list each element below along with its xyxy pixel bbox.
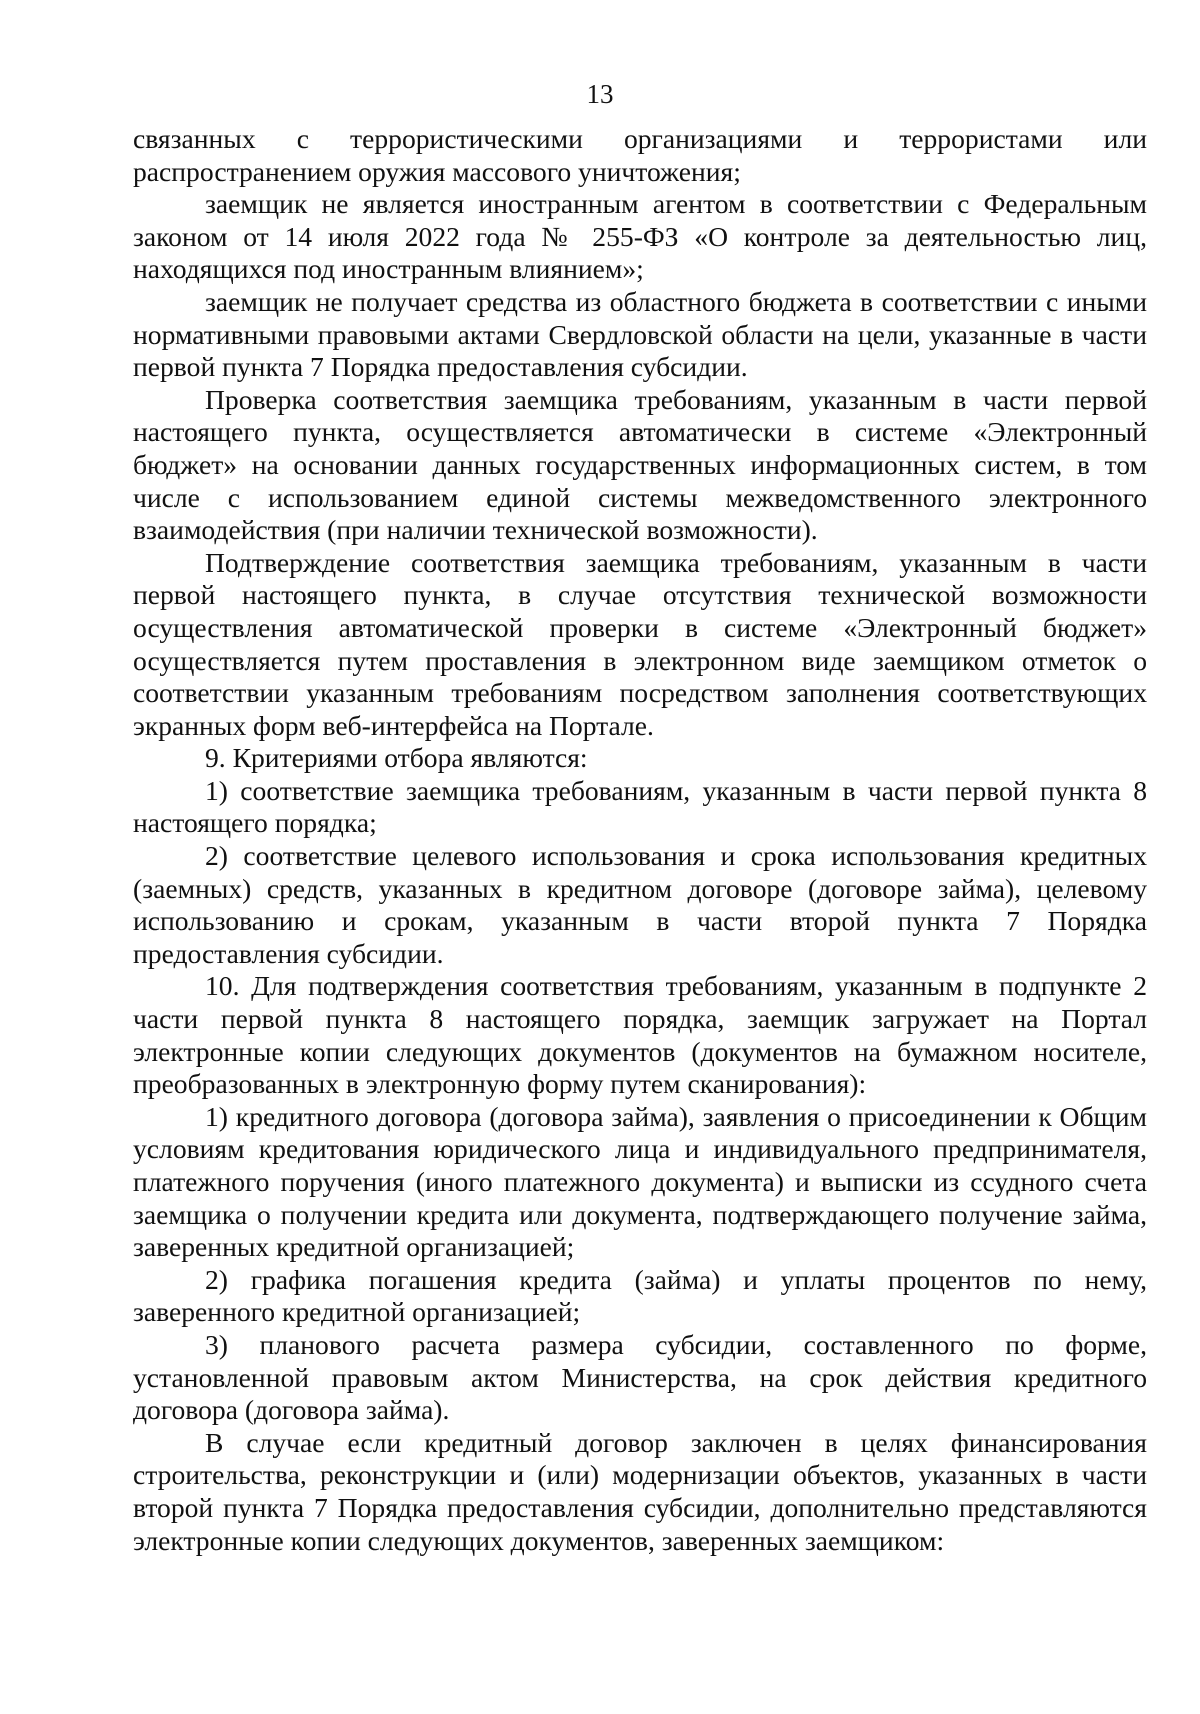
document-body — [133, 123, 1147, 1557]
list-item-9-1: 1) соответствие заемщика требованиям, указанным в части первой пункта 8 настоящего порядка; — [133, 774, 1147, 839]
paragraph-3: заемщик не получает средства из областного бюджета в соответствии с иными нормативными правовыми актами Свердловской области на цели, указанные в части первой пункта 7 Порядка предоставления субсидии. — [133, 285, 1147, 383]
list-item-9-2: 2) соответствие целевого использования и срока использования кредитных (заемных) средств, указанных в кредитном договоре (договоре займа), целевому использованию и срокам, указанным в части второй пункта 7 Порядка предоставления субсидии. — [133, 840, 1147, 969]
paragraph-5: Подтверждение соответствия заемщика требованиям, указанным в части первой настоящего пункта, в случае отсутствия технической возможности осуществления автоматической проверки в системе «Электронный бюджет» осуществляется путем проставления в электронном виде заемщиком отметок о соответствии указанным требованиям посредством заполнения соответствующих экранных форм веб-интерфейса на Портале. — [133, 546, 1147, 741]
paragraph-2: заемщик не является иностранным агентом в соответствии с Федеральным законом от 14 июля 2022 года № 255-ФЗ «О контроле за деятельностью лиц, находящихся под иностранным влиянием»; — [133, 188, 1147, 285]
page-number: 13 — [586, 79, 614, 109]
paragraph-1: связанных с террористическими организациями и террористами или распространением оружия массового уничтожения; — [133, 123, 1147, 187]
list-item-10-3: 3) планового расчета размера субсидии, составленного по форме, установленной правовым актом Министерства, на срок действия кредитного договора (договора займа). — [133, 1328, 1147, 1426]
paragraph-final: В случае если кредитный договор заключен в целях финансирования строительства, реконструкции и (или) модернизации объектов, указанных в части второй пункта 7 Порядка предоставления субсидии, дополнительно представляются электронные копии следующих документов, заверенных заемщиком: — [133, 1426, 1147, 1556]
section-heading-10: 10. Для подтверждения соответствия требованиям, указанным в подпункте 2 части первой пункта 8 настоящего порядка, заемщик загружает на Портал электронные копии следующих документов (документов на бумажном носителе, преобразованных в электронную форму путем сканирования): — [133, 970, 1147, 1100]
list-item-10-1: 1) кредитного договора (договора займа), заявления о присоединении к Общим условиям кредитования юридического лица и индивидуального предпринимателя, платежного поручения (иного платежного документа) и выписки из ссудного счета заемщика о получении кредита или документа, подтверждающего получение займа, заверенных кредитной организацией; — [133, 1100, 1147, 1263]
paragraph-4: Проверка соответствия заемщика требованиям, указанным в части первой настоящего пункта, осуществляется автоматически в системе «Электронный бюджет» на основании данных государственных информационных систем, в том числе с использованием единой системы межведомственного электронного взаимодействия (при наличии технической возможности). — [133, 383, 1147, 546]
list-item-10-2: 2) графика погашения кредита (займа) и уплаты процентов по нему, заверенного кредитной организацией; — [133, 1263, 1147, 1328]
section-heading-9: 9. Критериями отбора являются: — [205, 742, 588, 774]
